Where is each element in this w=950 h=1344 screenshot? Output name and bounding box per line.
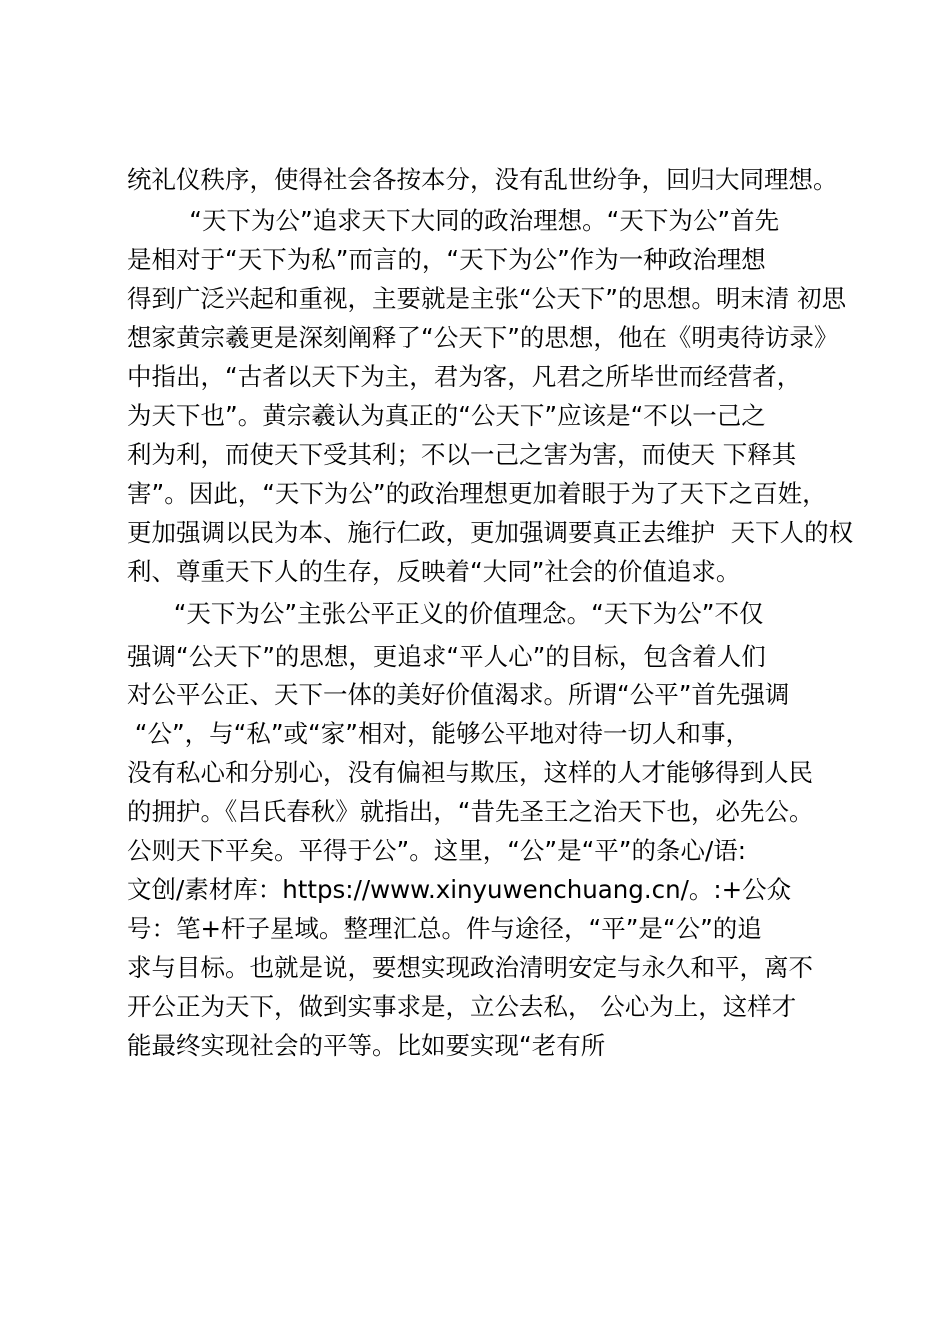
text-line-1: 统礼仪秩序，使得社会各按本分，没有乱世纷争，回归大同理想。 bbox=[127, 165, 838, 194]
text-line-3: 是相对于“天下为私”而言的，“天下为公”作为一种政治理想 bbox=[127, 245, 766, 274]
text-line-9: 害”。因此，“天下为公”的政治理想更加着眼于为了天下之百姓， bbox=[127, 479, 827, 508]
text-line-6: 中指出，“古者以天下为主，君为客，凡君之所毕世而经营者， bbox=[127, 362, 802, 391]
text-line-18: 公则天下平矣。平得于公”。这里，“公”是“平”的条心/语: bbox=[127, 836, 746, 865]
text-line-10: 更加强调以民为本、施行仁政，更加强调要真正去维护 天下人的权 bbox=[127, 518, 854, 547]
text-line-2: “天下为公”追求天下大同的政治理想。“天下为公”首先 bbox=[127, 206, 780, 235]
text-line-21: 求与目标。也就是说，要想实现政治清明安定与永久和平，离不 bbox=[127, 953, 813, 982]
text-line-20: 号：笔+杆子星域。整理汇总。件与途径，“平”是“公”的追 bbox=[127, 914, 762, 943]
text-line-14: 对公平公正、天下一体的美好价值渴求。所谓“公平”首先强调 bbox=[127, 680, 790, 709]
text-line-22: 开公正为天下，做到实事求是，立公去私， 公心为上，这样才 bbox=[127, 992, 797, 1021]
text-line-8: 利为利，而使天下受其利；不以一己之害为害，而使天 下释其 bbox=[127, 440, 797, 469]
text-line-5: 想家黄宗羲更是深刻阐释了“公天下”的思想，他在《明夷待访录》 bbox=[127, 323, 839, 352]
text-line-4: 得到广泛兴起和重视，主要就是主张“公天下”的思想。明末清 初思 bbox=[127, 284, 847, 313]
text-line-15: “公”，与“私”或“家”相对，能够公平地对待一切人和事， bbox=[127, 719, 750, 748]
text-line-13: 强调“公天下”的思想，更追求“平人心”的目标，包含着人们 bbox=[127, 642, 766, 671]
text-line-16: 没有私心和分别心，没有偏袒与欺压，这样的人才能够得到人民 bbox=[127, 758, 813, 787]
text-line-11: 利、尊重天下人的生存，反映着“大同”社会的价值追求。 bbox=[127, 557, 741, 586]
text-line-23: 能最终实现社会的平等。比如要实现“老有所 bbox=[127, 1031, 606, 1060]
text-line-17: 的拥护。《吕氏春秋》就指出，“昔先圣王之治天下也，必先公。 bbox=[127, 797, 814, 826]
text-line-12: “天下为公”主张公平正义的价值理念。“天下为公”不仅 bbox=[127, 599, 764, 628]
text-line-7: 为天下也”。黄宗羲认为真正的“公天下”应该是“不以一己之 bbox=[127, 401, 766, 430]
text-line-19: 文创/素材库：https://www.xinyuwenchuang.cn/。:+公众 bbox=[127, 875, 792, 904]
